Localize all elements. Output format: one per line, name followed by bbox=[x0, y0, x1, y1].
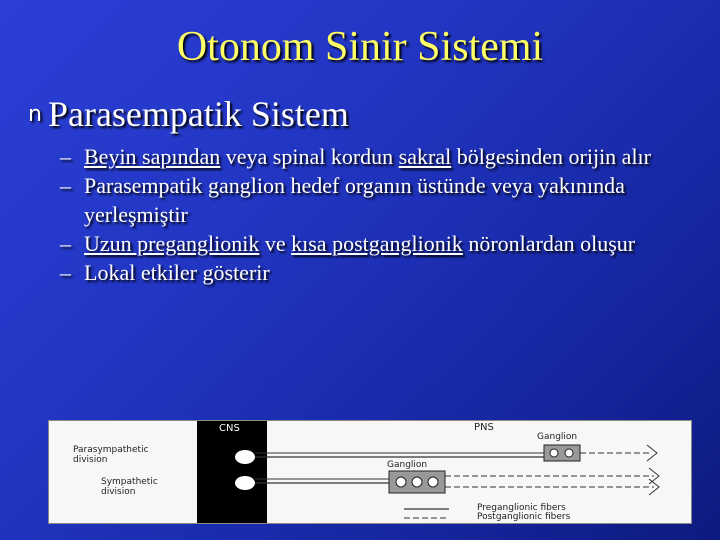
sympathetic-cell-body bbox=[235, 476, 255, 490]
sub-bullet-text: kısa postganglionik bbox=[291, 231, 463, 256]
sub-bullet-dash: – bbox=[60, 260, 71, 285]
sub-bullet-dash: – bbox=[60, 173, 71, 198]
parasympathetic-division-label: Parasympathetic division bbox=[73, 445, 149, 465]
ganglion-label-top: Ganglion bbox=[537, 432, 578, 442]
cns-column bbox=[197, 421, 267, 523]
parasympathetic-cell-body bbox=[235, 450, 255, 464]
sub-bullet-text: nöronlardan oluşur bbox=[462, 231, 636, 256]
legend-postganglionic-label: Postganglionic fibers bbox=[477, 512, 571, 522]
slide-title: Otonom Sinir Sistemi bbox=[176, 24, 544, 70]
sub-bullet bbox=[60, 229, 700, 258]
sub-bullet-text: sakral bbox=[398, 144, 452, 169]
main-bullet bbox=[28, 92, 349, 142]
legend-preganglionic-label: Preganglionic fibers bbox=[477, 503, 566, 513]
ans-diagram-svg bbox=[49, 421, 691, 523]
sub-bullet-text: bölgesinden orijin alır bbox=[451, 144, 651, 169]
sub-bullet-dash: – bbox=[60, 231, 71, 256]
sub-bullet bbox=[60, 171, 700, 229]
parasympathetic-ganglion bbox=[544, 445, 580, 461]
sub-bullet-text: Lokal etkiler gösterir bbox=[84, 260, 270, 285]
ans-diagram bbox=[48, 420, 692, 524]
ganglion-label-bottom: Ganglion bbox=[387, 460, 428, 470]
bullet-marker-icon: n bbox=[28, 102, 42, 127]
cns-label: CNS bbox=[219, 423, 240, 434]
sub-bullet-text: ve bbox=[259, 231, 292, 256]
sub-bullet bbox=[60, 142, 700, 171]
sub-bullet bbox=[60, 258, 700, 287]
sub-bullet-text: Uzun preganglionik bbox=[84, 231, 260, 256]
sub-bullet-list bbox=[60, 142, 700, 287]
sub-bullet-text: Parasempatik ganglion hedef organın üstünde veya yakınında yerleşmiştir bbox=[84, 173, 625, 227]
sub-bullet-text: veya spinal kordun bbox=[220, 144, 399, 169]
sub-bullet-text: Beyin sapından bbox=[84, 144, 221, 169]
sub-bullet-dash: – bbox=[60, 144, 71, 169]
main-bullet-text: Parasempatik Sistem bbox=[47, 94, 349, 134]
pns-label: PNS bbox=[474, 422, 494, 433]
sympathetic-division-label: Sympathetic division bbox=[101, 477, 158, 497]
